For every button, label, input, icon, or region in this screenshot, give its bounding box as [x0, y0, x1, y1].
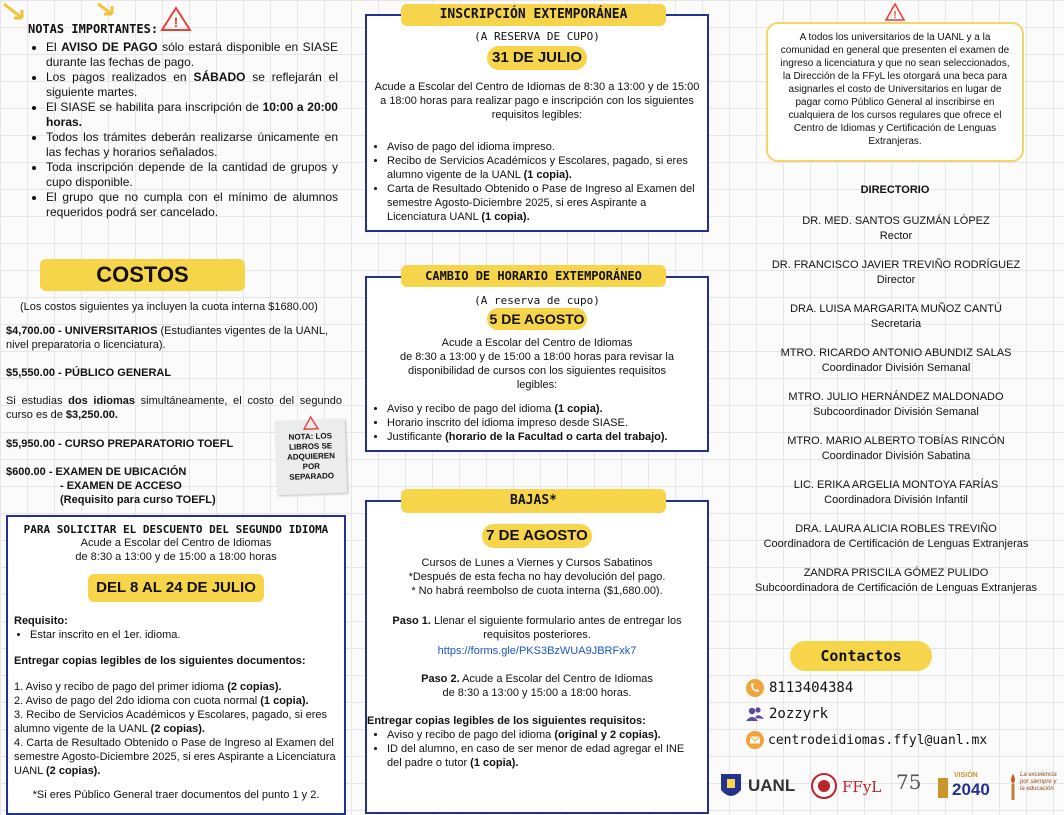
ffyl-seal-icon — [810, 772, 838, 800]
descuento-req-title: Requisito: — [14, 615, 68, 627]
mail-icon — [745, 730, 765, 750]
bajas-form-link[interactable]: https://forms.gle/PKS3BzWUA9JBRFxk7 — [437, 645, 637, 657]
costos-subtitle: (Los costos siguientes ya incluyen la cuota interna $1680.00) — [20, 301, 318, 313]
inscripcion-item: • Recibo de Servicios Académicos y Escolares, pagado, si eres alumno vigente de la UANL (1 copia). — [387, 154, 701, 182]
directorio-entry — [738, 214, 1054, 244]
contactos-title: Contactos — [790, 641, 932, 671]
phone-icon — [745, 678, 765, 698]
warning-icon — [884, 2, 906, 22]
directorio-name: LIC. ERIKA ARGELIA MONTOYA FARÍAS — [793, 479, 999, 491]
directorio-role: Director — [876, 274, 916, 286]
bajas-title: BAJAS* — [401, 489, 666, 513]
inscripcion-desc: Acude a Escolar del Centro de Idiomas de 8:30 a 13:00 y de 15:00 a 18:00 horas para realizar pago e inscripción con los siguientes requisitos legibles: — [374, 81, 700, 121]
directorio-role: Rector — [879, 230, 913, 242]
notas-list — [30, 40, 338, 220]
descuento-docs-title: Entregar copias legibles de los siguientes documentos: — [14, 655, 306, 667]
logo-vision-num: 2040 — [952, 780, 990, 799]
svg-text:!: ! — [893, 10, 897, 21]
inscripcion-subtitle: (A RESERVA DE CUPO) — [474, 30, 600, 43]
logo-75: 75 — [896, 770, 922, 794]
inscripcion-item: • Carta de Resultado Obtenido o Pase de Ingreso al Examen del semestre Agosto-Diciembre 2025, si eres Aspirante a Licenciatura UANL (1 copia). — [387, 182, 701, 224]
inscripcion-date: 31 DE JULIO — [487, 46, 587, 70]
nota-libros-text: NOTA: LOS LIBROS SE ADQUIEREN POR SEPARADO — [286, 431, 336, 482]
descuento-footnote: *Si eres Público General traer documentos del punto 1 y 2. — [32, 789, 320, 801]
directorio-title: DIRECTORIO — [860, 184, 930, 196]
directorio-entry — [738, 434, 1054, 464]
directorio-role: Coordinador División Semanal — [821, 362, 971, 374]
nota-libros-card — [275, 419, 348, 495]
nota-item: • El grupo que no cumpla con el mínimo de alumnos requeridos podrá ser cancelado. — [46, 190, 338, 220]
logo-ffyl: FFyL — [842, 778, 882, 796]
bajas-paso2-hours: de 8:30 a 13:00 y 15:00 a 18:00 horas. — [442, 687, 632, 699]
vision-emblem-icon — [936, 776, 950, 800]
cost-dos-idiomas: Si estudias dos idiomas simultáneamente, el costo del segundo curso es de $3,250.00. — [6, 395, 342, 421]
directorio-list — [738, 214, 1054, 610]
directorio-role: Subcoordinador División Semanal — [813, 406, 979, 418]
torch-icon — [1008, 772, 1018, 802]
directorio-entry — [738, 346, 1054, 376]
directorio-name: DRA. LUISA MARGARITA MUÑOZ CANTÚ — [790, 303, 1002, 315]
logo-uanl: UANL — [748, 776, 796, 795]
descuento-doc-item: 4. Carta de Resultado Obtenido o Pase de Ingreso al Examen del semestre Agosto-Diciembre 2025, si eres Aspirante a Licenciatura UANL (2 copias). — [14, 737, 336, 777]
notas-title: NOTAS IMPORTANTES: — [28, 22, 159, 36]
cambio-item: • Justificante (horario de la Facultad o carta del trabajo). — [387, 430, 701, 444]
bajas-date: 7 DE AGOSTO — [482, 524, 592, 548]
bajas-line1: Cursos de Lunes a Viernes y Cursos Sabatinos — [421, 557, 653, 569]
cost-examen: $600.00 - EXAMEN DE UBICACIÓN - EXAMEN DE ACCESO (Requisito para curso TOEFL) — [6, 466, 216, 506]
contact-email[interactable] — [745, 730, 987, 750]
cambio-item: • Horario inscrito del idioma impreso desde SIASE. — [387, 416, 701, 430]
directorio-name: DRA. LAURA ALICIA ROBLES TREVIÑO — [795, 523, 997, 535]
directorio-role: Secretaria — [870, 318, 922, 330]
directorio-entry — [738, 478, 1054, 508]
warning-icon — [160, 6, 192, 32]
contact-phone[interactable] — [745, 678, 853, 698]
users-icon — [745, 704, 765, 724]
inscripcion-list — [371, 140, 701, 224]
bajas-doc-item: • ID del alumno, en caso de ser menor de edad agregar el INE del padre o tutor (1 copia). — [387, 742, 701, 770]
nota-item: • Todos los trámites deberán realizarse únicamente en las fechas y horarios señalados. — [46, 130, 338, 160]
nota-item: • Toda inscripción depende de la cantidad de grupos y cupo disponible. — [46, 160, 338, 190]
descuento-box — [6, 515, 346, 815]
bajas-line3: * No habrá reembolso de cuota interna ($1,680.00). — [411, 585, 663, 597]
nota-item: • El AVISO DE PAGO sólo estará disponible en SIASE durante las fechas de pago. — [46, 40, 338, 70]
bajas-paso1: Paso 1. Llenar el siguiente formulario antes de entregar los requisitos posteriores. — [392, 615, 682, 641]
directorio-entry — [738, 566, 1054, 596]
directorio-name: DR. FRANCISCO JAVIER TREVIÑO RODRÍGUEZ — [771, 259, 1021, 271]
descuento-req-item: • Estar inscrito en el 1er. idioma. — [30, 628, 344, 642]
descuento-doc-item: 3. Recibo de Servicios Académicos y Escolares, pagado, si eres alumno vigente de la UANL (2 copias). — [14, 709, 328, 735]
directorio-role: Coordinadora de Certificación de Lenguas Extranjeras — [763, 538, 1029, 550]
logo-excelencia: La excelencia por siempre y la educación — [1020, 772, 1057, 792]
cambio-list — [371, 402, 701, 444]
directorio-entry — [738, 522, 1054, 552]
nota-item: • El SIASE se habilita para inscripción de 10:00 a 20:00 horas. — [46, 100, 338, 130]
inscripcion-item: • Aviso de pago del idioma impreso. — [387, 140, 701, 154]
uanl-shield-icon — [718, 772, 744, 802]
directorio-entry — [738, 390, 1054, 420]
cambio-title: CAMBIO DE HORARIO EXTEMPORÁNEO — [401, 265, 666, 287]
descuento-doc-item: 2. Aviso de pago del 2do idioma con cuota normal (1 copia). — [14, 695, 309, 707]
directorio-name: DR. MED. SANTOS GUZMÁN LÓPEZ — [802, 215, 990, 227]
cambio-box — [365, 276, 709, 452]
contact-facebook[interactable] — [745, 704, 828, 724]
cost-publico: $5,550.00 - PÚBLICO GENERAL — [6, 367, 172, 379]
cost-toefl: $5,950.00 - CURSO PREPARATORIO TOEFL — [6, 438, 234, 450]
cambio-desc2: de 8:30 a 13:00 y de 15:00 a 18:00 horas para revisar la disponibilidad de cursos con los siguientes requisitos legibles: — [400, 351, 674, 391]
bajas-line2: *Después de esta fecha no hay devolución del pago. — [408, 571, 666, 583]
beca-box: A todos los universitarios de la UANL y a la comunidad en general que presenten el examen de ingreso a licenciatura y que no sean seleccionados, la Dirección de la FFyL les otorgará una beca para asignarles el costo de Universitarios en lugar de pagar como Público General al inscribirse en cualquiera de los cursos regulares que ofrece el Centro de Idiomas y Certificación de Lenguas Extranjeras. — [766, 22, 1024, 162]
svg-text:!: ! — [173, 14, 179, 30]
descuento-dates: DEL 8 AL 24 DE JULIO — [88, 574, 264, 602]
directorio-name: MTRO. JULIO HERNÁNDEZ MALDONADO — [788, 391, 1004, 403]
cambio-desc1: Acude a Escolar del Centro de Idiomas — [441, 337, 633, 349]
bajas-box — [365, 500, 709, 814]
cambio-item: • Aviso y recibo de pago del idioma (1 copia). — [387, 402, 701, 416]
directorio-entry — [738, 258, 1054, 288]
inscripcion-title: INSCRIPCIÓN EXTEMPORÁNEA — [401, 4, 666, 26]
descuento-docs-list — [14, 680, 338, 778]
arrow-decoration-icon — [88, 0, 128, 22]
descuento-doc-item: 1. Aviso y recibo de pago del primer idioma (2 copias). — [14, 681, 282, 693]
cambio-date: 5 DE AGOSTO — [487, 308, 587, 330]
logos-row — [718, 770, 1062, 812]
bajas-docs-title: Entregar copias legibles de los siguientes requisitos: — [367, 715, 646, 727]
directorio-role: Coordinadora División Infantil — [824, 494, 968, 506]
logo-vision-top: VISIÓN — [954, 772, 978, 779]
directorio-name: MTRO. RICARDO ANTONIO ABUNDIZ SALAS — [780, 347, 1012, 359]
directorio-entry — [738, 302, 1054, 332]
bajas-paso2: Paso 2. Acude a Escolar del Centro de Idiomas — [421, 673, 653, 685]
descuento-line1: Acude a Escolar del Centro de Idiomas — [80, 537, 272, 549]
arrow-decoration-icon — [0, 0, 40, 24]
bajas-doc-item: • Aviso y recibo de pago del idioma (original y 2 copias). — [387, 728, 701, 742]
contact-email-text: centrodeidiomas.ffyl@uanl.mx — [768, 732, 988, 748]
descuento-title: PARA SOLICITAR EL DESCUENTO DEL SEGUNDO IDIOMA — [23, 523, 329, 536]
warning-icon — [303, 416, 319, 431]
cambio-subtitle: (A reserva de cupo) — [474, 294, 600, 307]
directorio-role: Subcoordinadora de Certificación de Lenguas Extranjeras — [755, 582, 1037, 594]
bajas-link[interactable] — [367, 644, 707, 658]
nota-item: • Los pagos realizados en SÁBADO se reflejarán el siguiente martes. — [46, 70, 338, 100]
directorio-name: MTRO. MARIO ALBERTO TOBÍAS RINCÓN — [787, 435, 1005, 447]
inscripcion-box — [365, 14, 709, 232]
contact-facebook-text: 2ozzyrk — [769, 706, 829, 722]
costos-title: COSTOS — [40, 259, 245, 291]
directorio-role: Coordinador División Sabatina — [821, 450, 971, 462]
directorio-name: ZANDRA PRISCILA GÓMEZ PULIDO — [803, 567, 989, 579]
contact-phone-text: 8113404384 — [769, 680, 854, 696]
descuento-line2: de 8:30 a 13:00 y de 15:00 a 18:00 horas — [75, 551, 277, 563]
bajas-list — [371, 728, 701, 770]
cost-universitarios: $4,700.00 - UNIVERSITARIOS (Estudiantes vigentes de la UANL, nivel preparatoria o licenciatura). — [6, 325, 328, 351]
